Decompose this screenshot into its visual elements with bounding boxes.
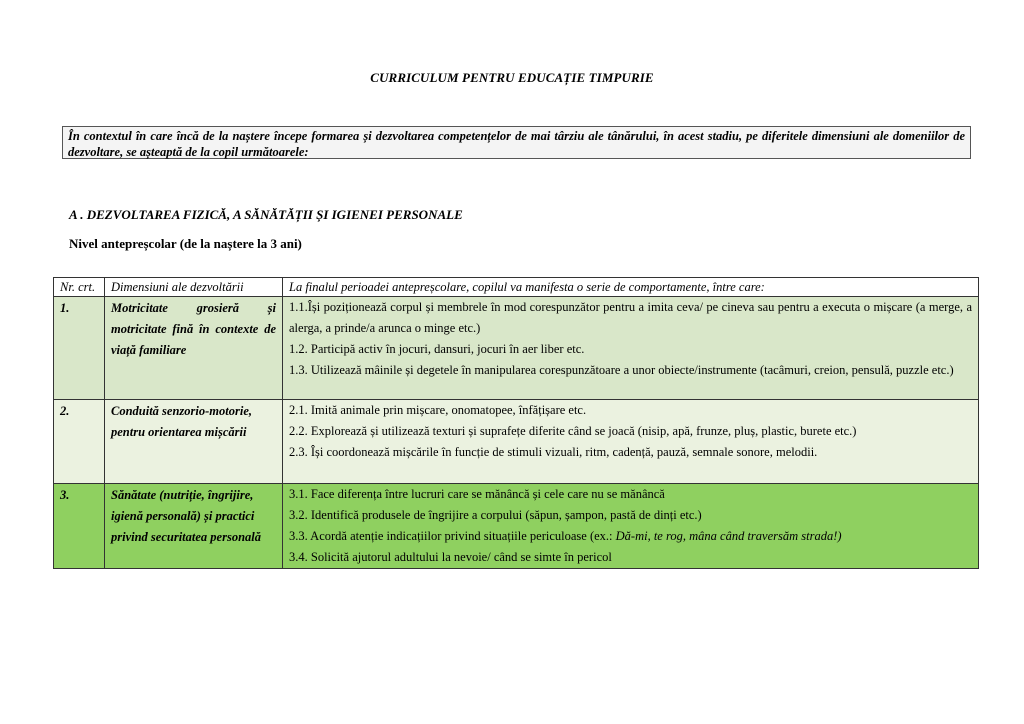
item-3-3-text: 3.3. Acordă atenție indicațiilor privind situațiile periculoase (ex.: xyxy=(289,529,616,543)
row-items xyxy=(283,400,979,484)
item-3-3-example: Dă-mi, te rog, mâna când traversăm strada!) xyxy=(615,529,842,543)
header-nr: Nr. crt. xyxy=(54,278,105,297)
level-heading: Nivel antepreșcolar (de la naștere la 3 ani) xyxy=(69,236,302,251)
table-header-row xyxy=(54,278,979,297)
list-item: 3.2. Identifică produsele de îngrijire a corpului (săpun, șampon, pastă de dinți etc.) xyxy=(289,508,702,522)
list-item: 2.1. Imită animale prin mișcare, onomatopee, înfățișare etc. xyxy=(289,403,587,417)
development-table xyxy=(53,277,979,569)
list-item: 3.1. Face diferența între lucruri care se mănâncă și cele care nu se mănâncă xyxy=(289,487,665,501)
intro-box: În contextul în care încă de la naștere începe formarea și dezvoltarea competențelor de mai târziu ale tânărului, în acest stadiu, pe diferitele dimensiuni ale domeniilor de dezvoltare, se așteaptă de la copil următoarele: xyxy=(62,126,971,159)
table-row xyxy=(54,400,979,484)
list-item: 2.3. Își coordonează mișcările în funcție de stimuli vizuali, ritm, cadență, pauză, semnale sonore, melodii. xyxy=(289,445,818,459)
list-item xyxy=(289,526,972,547)
section-heading: A . DEZVOLTAREA FIZICĂ, A SĂNĂTĂȚII ȘI IGIENEI PERSONALE xyxy=(69,207,463,222)
row-number: 2. xyxy=(54,400,105,484)
header-behaviours: La finalul perioadei antepreșcolare, copilul va manifesta o serie de comportamente, între care: xyxy=(283,278,979,297)
list-item: 1.3. Utilizează mâinile și degetele în manipularea corespunzătoare a unor obiecte/instrumente (tacâmuri, creion, pensulă, puzzle etc.) xyxy=(289,363,954,377)
row-dimension: Conduită senzorio-motorie, pentru orientarea mișcării xyxy=(105,400,283,484)
row-items xyxy=(283,297,979,400)
list-item: 3.4. Solicită ajutorul adultului la nevoie/ când se simte în pericol xyxy=(289,550,612,564)
page-title: CURRICULUM PENTRU EDUCAȚIE TIMPURIE xyxy=(370,70,654,85)
header-dimension: Dimensiuni ale dezvoltării xyxy=(105,278,283,297)
row-dimension: Sănătate (nutriție, îngrijire, igienă personală) și practici privind securitatea personală xyxy=(105,484,283,569)
table-row xyxy=(54,297,979,400)
table-row xyxy=(54,484,979,569)
row-dimension: Motricitate grosieră și motricitate fină în contexte de viață familiare xyxy=(105,297,283,400)
list-item: 1.2. Participă activ în jocuri, dansuri, jocuri în aer liber etc. xyxy=(289,342,585,356)
list-item: 1.1.Își poziționează corpul și membrele în mod corespunzător pentru a imita ceva/ pe cineva sau pentru a executa o mișcare (a merge, a alerga, a prinde/a arunca o minge etc.) xyxy=(289,300,972,335)
list-item: 2.2. Explorează și utilizează texturi și suprafețe diferite când se joacă (nisip, apă, frunze, pluș, plastic, burete etc.) xyxy=(289,424,857,438)
row-items xyxy=(283,484,979,569)
row-number: 1. xyxy=(54,297,105,400)
row-number: 3. xyxy=(54,484,105,569)
